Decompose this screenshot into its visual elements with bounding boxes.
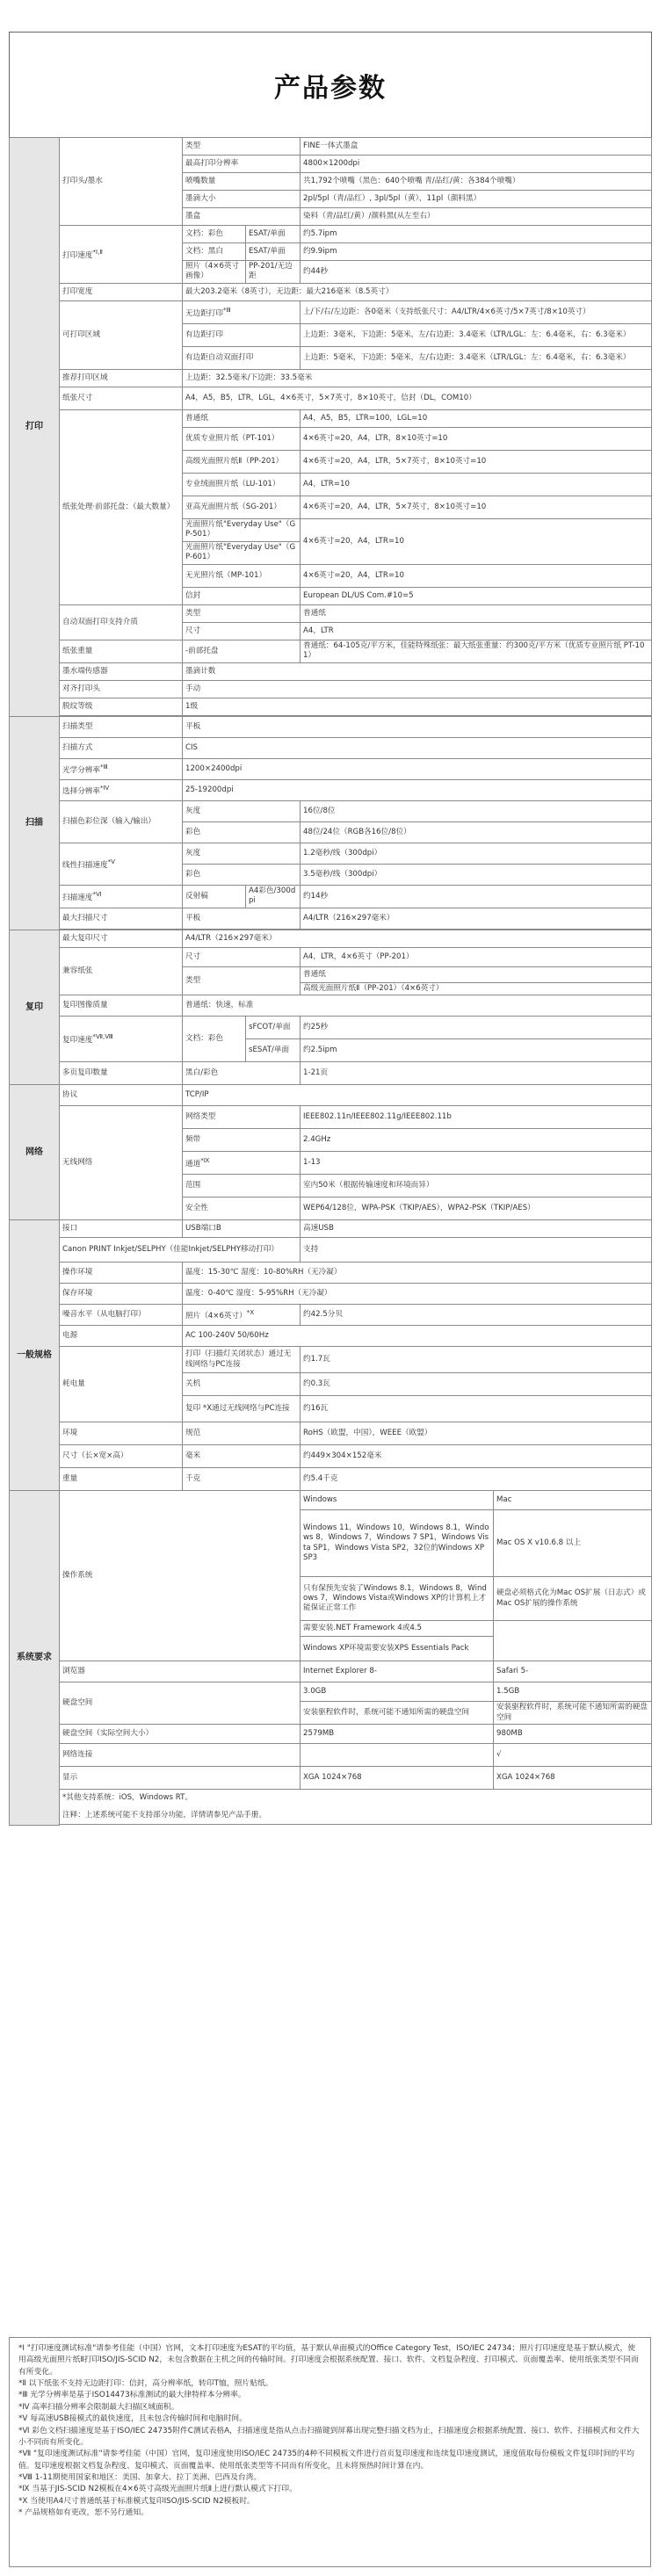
spec-value: 4×6英寸=20，A4，LTR，5×7英寸，8×10英寸=10	[301, 450, 652, 473]
spec-label: 扫描类型	[60, 716, 183, 737]
spec-sublabel: 尺寸	[183, 622, 301, 640]
spec-note: *其他支持系统：iOS，Windows RT。	[60, 1790, 652, 1807]
spec-sublabel: 频带	[183, 1129, 301, 1152]
spec-value: IEEE802.11n/IEEE802.11g/IEEE802.11b	[301, 1106, 652, 1129]
spec-sublabel: 规范	[183, 1422, 301, 1445]
spec-sublabel: 彩色	[183, 864, 301, 885]
spec-label: 复印图像质量	[60, 995, 183, 1017]
spec-label: 扫描速度$^{*Ⅵ}$	[60, 885, 183, 908]
spec-label: 网络连接	[60, 1744, 301, 1767]
spec-value: 1级	[183, 698, 652, 715]
spec-value: A4/LTR（216×297毫米）	[301, 908, 652, 929]
spec-label: 尺寸（长×宽×高）	[60, 1445, 183, 1468]
spec-sublabel: 通道$^{*Ⅸ}$	[183, 1152, 301, 1175]
spec-value: TCP/IP	[183, 1085, 652, 1106]
spec-value: Windows XP环境需要安装XPS Essentials Pack	[301, 1637, 494, 1661]
spec-value: XGA 1024×768	[494, 1767, 652, 1790]
spec-value: 约5.7ipm	[301, 226, 652, 243]
spec-value: 高速USB	[301, 1220, 652, 1238]
spec-value: 2.4GHz	[301, 1129, 652, 1152]
spec-value: A4/LTR（216×297毫米）	[183, 930, 652, 947]
spec-value: 约2.5ipm	[301, 1039, 652, 1062]
spec-sublabel: 安全性	[183, 1198, 301, 1220]
spec-sublabel: 千克	[183, 1468, 301, 1491]
spec-label: 复印速度$^{*Ⅶ,Ⅷ}$	[60, 1017, 183, 1062]
spec-label: 硬盘空间	[60, 1682, 301, 1725]
spec-value: 3.5毫秒/线（300dpi）	[301, 864, 652, 885]
spec-sublabel: 彩色	[183, 821, 301, 843]
spec-sublabel: 高级光面照片纸Ⅱ（PP-201）	[183, 450, 301, 473]
spec-sublabel: -前部托盘	[183, 640, 301, 662]
spec-sublabel: 类型	[183, 138, 301, 156]
spec-label: 环境	[60, 1422, 183, 1445]
footnote: * 产品规格如有更改，恕不另行通知。	[18, 2508, 148, 2518]
footnote: *Ⅷ 1-11期使用国家和地区：美国、加拿大、拉丁美洲、巴西及台湾。	[18, 2472, 262, 2482]
spec-value: A4，LTR，4×6英寸（PP-201）	[301, 947, 652, 966]
spec-value: 温度：0-40℃ 湿度：5-95%RH（无冷凝）	[183, 1284, 652, 1305]
category-network: 网络	[10, 1085, 60, 1220]
spec-sublabel: sFCOT/单面	[246, 1017, 301, 1039]
spec-sublabel: 墨盒	[183, 208, 301, 226]
spec-value: 1.5GB	[494, 1682, 652, 1702]
spec-sublabel: 灰度	[183, 800, 301, 821]
spec-value: 1.2毫秒/线（300dpi）	[301, 843, 652, 864]
title-box	[9, 32, 652, 138]
category-print: 打印	[10, 138, 60, 717]
spec-value	[494, 1621, 652, 1661]
top-bar	[0, 0, 659, 32]
col-header-mac: Mac	[494, 1491, 652, 1510]
spec-sublabel: 光面照片纸"Everyday Use"（GP-601）	[183, 541, 301, 564]
spec-label: 光学分辨率$^{*Ⅲ}$	[60, 758, 183, 779]
spec-sublabel: 照片（4×6英寸画像）	[183, 261, 246, 284]
spec-value: 1-13	[301, 1152, 652, 1175]
spec-sublabel: 类型	[183, 966, 301, 995]
spec-sublabel: 普通纸	[183, 409, 301, 427]
spec-value: 硬盘必须格式化为Mac OS扩展（日志式）或Mac OS扩展的操作系统	[494, 1577, 652, 1621]
spec-value: 48位/24位（RGB各16位/8位）	[301, 821, 652, 843]
spec-value: 普通纸：快速，标准	[183, 995, 652, 1017]
spec-value: 1200×2400dpi	[183, 758, 652, 779]
spec-table	[9, 137, 652, 1826]
spec-value: 手动	[183, 680, 652, 698]
spec-label: 打印头/墨水	[60, 138, 183, 226]
spec-value: 4×6英寸=20，A4，LTR=10	[301, 518, 652, 564]
spec-sublabel: 光面照片纸"Everyday Use"（GP-501）	[183, 518, 301, 541]
spec-value: A4，A5，B5，LTR=100，LGL=10	[301, 409, 652, 427]
spec-value: 约449×304×152毫米	[301, 1445, 652, 1468]
spec-value: A4，LTR	[301, 622, 652, 640]
spec-label: 多页复印数量	[60, 1062, 183, 1085]
spec-label: 墨水端传感器	[60, 662, 183, 680]
spec-value: 普通纸	[301, 966, 652, 982]
spec-label: 操作环境	[60, 1263, 183, 1284]
spec-value: A4，LTR=10	[301, 473, 652, 496]
spec-label: 协议	[60, 1085, 183, 1106]
spec-sublabel: 范围	[183, 1175, 301, 1198]
spec-sublabel: 墨滴大小	[183, 191, 301, 208]
spec-value: 墨滴计数	[183, 662, 652, 680]
spec-label: 硬盘空间（实际空间大小）	[60, 1725, 301, 1744]
spec-sublabel: ESAT/单面	[246, 243, 301, 261]
spec-value	[301, 1744, 494, 1767]
spec-sublabel: 文档：彩色	[183, 1017, 246, 1062]
spec-label: 对齐打印头	[60, 680, 183, 698]
spec-value: 约44秒	[301, 261, 652, 284]
spec-value: 上边距：5毫米，下边距：5毫米，左/右边距：3.4毫米（LTR/LGL：左：6.4毫米，右：6.3毫米）	[301, 346, 652, 369]
spec-sublabel: 打印（扫描灯关闭状态）通过无线网络与PC连接	[183, 1347, 301, 1373]
spec-label: 选择分辨率$^{*Ⅳ}$	[60, 779, 183, 800]
spec-value: 25-19200dpi	[183, 779, 652, 800]
spec-value: 约14秒	[301, 885, 652, 908]
spec-sublabel: 信封	[183, 587, 301, 604]
spec-label: 可打印区域	[60, 300, 183, 369]
spec-value: 4×6英寸=20，A4，LTR，5×7英寸，8×10英寸=10	[301, 496, 652, 518]
spec-value: Internet Explorer 8-	[301, 1661, 494, 1682]
spec-value: 平板	[183, 716, 652, 737]
footnote: *Ⅵ 彩色文档扫描速度是基于ISO/IEC 24735附件C测试表格A，扫描速度是指从点击扫描键到屏幕出现完整扫描文档为止，扫描速度会根据系统配置、接口、软件、扫描模式和文件大小不同而有所变化。	[18, 2426, 640, 2447]
spec-label: 纸张重量	[60, 640, 183, 662]
spec-value: AC 100-240V 50/60Hz	[183, 1326, 652, 1347]
spec-value: 支持	[301, 1238, 652, 1263]
spec-value: XGA 1024×768	[301, 1767, 494, 1790]
footnote: *Ⅸ 当基于JIS-SCID N2模板在4×6英寸高级光面照片纸Ⅱ上进行默认模式下打印。	[18, 2485, 297, 2494]
spec-value: Safari 5-	[494, 1661, 652, 1682]
spec-value: CIS	[183, 737, 652, 758]
spec-label: 浏览器	[60, 1661, 301, 1682]
spec-value: 上边距：32.5毫米/下边距：33.5毫米	[183, 369, 652, 387]
category-general: 一般规格	[10, 1220, 60, 1491]
page-title: 产品参数	[274, 73, 387, 104]
spec-sublabel: 优质专业照片纸（PT-101）	[183, 427, 301, 450]
spec-value: 共1,792个喷嘴（黑色：640个喷嘴 青/品红/黄：各384个喷嘴）	[301, 173, 652, 191]
spec-note: 注释：上述系统可能不支持部分功能，详情请参见产品手册。	[60, 1807, 652, 1825]
category-scan: 扫描	[10, 716, 60, 930]
spec-sublabel: ESAT/单面	[246, 226, 301, 243]
spec-label: 推荐打印区域	[60, 369, 183, 387]
spec-sublabel: 毫米	[183, 1445, 301, 1468]
spec-sublabel: 平板	[183, 908, 301, 929]
spec-value: 普通纸	[301, 604, 652, 622]
spec-label: 接口	[60, 1220, 183, 1238]
footnote: *Ⅶ "复印速度测试标准"请参考佳能（中国）官网，复印速度使用ISO/IEC 24735的4种不同模板文件进行首页复印速度和连续复印速度测试，速度值取每份模板文件复印时间的平均值。复印速度根据文档复杂程度、复印模式、页面覆盖率、使用纸张类型等不同而有所变化，且未将预热时间计算在内。	[18, 2449, 634, 2471]
spec-sublabel: 文档：彩色	[183, 226, 246, 243]
spec-value: FINE一体式墨盒	[301, 138, 652, 156]
spec-label: 最大复印尺寸	[60, 930, 183, 947]
spec-label: 重量	[60, 1468, 183, 1491]
spec-label: 保存环境	[60, 1284, 183, 1305]
spec-label: 显示	[60, 1767, 301, 1790]
spec-value: 上/下/右/左边距：各0毫米（支持纸张尺寸：A4/LTR/4×6英寸/5×7英寸/8×10英寸）	[301, 300, 652, 323]
spec-label: 无线网络	[60, 1106, 183, 1220]
spec-value: A4，A5，B5，LTR，LGL，4×6英寸，5×7英寸，8×10英寸，信封（DL，COM10）	[183, 387, 652, 409]
spec-sublabel: 有边距自动双面打印	[183, 346, 301, 369]
spec-value: RoHS（欧盟，中国），WEEE（欧盟）	[301, 1422, 652, 1445]
spec-value: 温度：15-30℃ 湿度：10-80%RH（无冷凝）	[183, 1263, 652, 1284]
spec-value: 3.0GB	[301, 1682, 494, 1702]
spec-value: 室内50米（根据传输速度和环境而异）	[301, 1175, 652, 1198]
spec-value: Windows 11，Windows 10，Windows 8.1，Windows 8，Windows 7，Windows 7 SP1，Windows Vista SP1，Windows Vista SP2，32位的Windows XP SP3	[301, 1510, 494, 1577]
spec-sublabel: 反射稿	[183, 885, 246, 908]
spec-sublabel: 最高打印分辨率	[183, 156, 301, 173]
spec-sublabel: 无光照片纸（MP-101）	[183, 564, 301, 587]
spec-value: 约1.7瓦	[301, 1347, 652, 1373]
spec-value: 980MB	[494, 1725, 652, 1744]
spec-value: European DL/US Com.#10=5	[301, 587, 652, 604]
spec-label: 脱纹等级	[60, 698, 183, 715]
category-system: 系统要求	[10, 1491, 60, 1826]
spec-value: WEP64/128位，WPA-PSK（TKIP/AES），WPA2-PSK（TKIP/AES）	[301, 1198, 652, 1220]
spec-sublabel: A4彩色/300dpi	[246, 885, 301, 908]
footnote: *Ⅰ "打印速度测试标准"请参考佳能（中国）官网，文本打印速度为ESAT的平均值，基于默认单面模式的Office Category Test，ISO/IEC 24734；照片打印速度是基于默认模式，使用高级光面照片纸Ⅱ打印ISO/JIS-SCID N2，未包含数据在主机之间的传输时间。打印速度会根据系统配置、接口、软件、文档复杂程度、打印模式、页面覆盖率、使用纸张类型不同而有所变化。	[18, 2344, 639, 2377]
footnote: *Ⅱ 以下纸张不支持无边距打印：信封，高分辨率纸，转印T恤，照片贴纸。	[18, 2379, 273, 2389]
spec-sublabel: 黑白/彩色	[183, 1062, 301, 1085]
spec-sublabel: 照片（4×6英寸）$^{*Ⅹ}$	[183, 1305, 301, 1326]
spec-value: 约9.9ipm	[301, 243, 652, 261]
spec-label: 扫描方式	[60, 737, 183, 758]
spec-sublabel: 喷嘴数量	[183, 173, 301, 191]
spec-value: 约5.4千克	[301, 1468, 652, 1491]
spec-value: 高级光面照片纸Ⅱ（PP-201）（4×6英寸）	[301, 982, 652, 995]
spec-sublabel: 类型	[183, 604, 301, 622]
spec-value: 安装驱程软件时，系统可能不通知所需的硬盘空间	[494, 1702, 652, 1725]
spec-value: 上边距：3毫米，下边距：5毫米，左/右边距：3.4毫米（LTR/LGL：左：6.4毫米，右：6.3毫米）	[301, 323, 652, 346]
footnote: *Ⅲ 光学分辨率是基于ISO14473标准测试的最大律特样本分辨率。	[18, 2391, 246, 2400]
spec-value: 染料（青/品红/黄）/颜料黑(从左至右）	[301, 208, 652, 226]
spec-sublabel: 文档：黑白	[183, 243, 246, 261]
spec-value: 16位/8位	[301, 800, 652, 821]
spec-value: 约42.5分贝	[301, 1305, 652, 1326]
spec-value: 4800×1200dpi	[301, 156, 652, 173]
spec-sublabel: 有边距打印	[183, 323, 301, 346]
spec-value: √	[494, 1744, 652, 1767]
spec-sublabel: PP-201/无边距	[246, 261, 301, 284]
spec-label: 纸张尺寸	[60, 387, 183, 409]
spec-value: Mac OS X v10.6.8 以上	[494, 1510, 652, 1577]
spec-label: 操作系统	[60, 1491, 301, 1661]
spec-label: 电源	[60, 1326, 183, 1347]
spec-label: 纸张处理·前部托盘：（最大数量）	[60, 409, 183, 604]
spec-sublabel: 专业绒面照片纸（LU-101）	[183, 473, 301, 496]
footnote: *Ⅹ 当使用A4尺寸普通纸基于标准模式复印ISO/JIS-SCID N2模板时。	[18, 2496, 255, 2506]
spec-value: 需要安装.NET Framework 4或4.5	[301, 1621, 494, 1637]
spec-label: 耗电量	[60, 1347, 183, 1422]
spec-sublabel: 灰度	[183, 843, 301, 864]
spec-label: 兼容纸张	[60, 947, 183, 995]
spec-label: 扫描色彩位深（输入/输出）	[60, 800, 183, 843]
spec-sublabel: 尺寸	[183, 947, 301, 966]
spec-sublabel: USB端口B	[183, 1220, 301, 1238]
spec-value: 普通纸：64-105克/平方米，佳能特殊纸张：最大纸张重量：约300克/平方米（优质专业照片纸 PT-101）	[301, 640, 652, 662]
spec-sublabel: sESAT/单面	[246, 1039, 301, 1062]
spec-label: 打印速度$^{*Ⅰ,Ⅱ}$	[60, 226, 183, 284]
spec-value: 最大203.2毫米（8英寸），无边距：最大216毫米（8.5英寸）	[183, 283, 652, 300]
spec-sublabel: 网络类型	[183, 1106, 301, 1129]
spec-sublabel: 关机	[183, 1373, 301, 1396]
spec-sublabel: 亚高光面照片纸（SG-201）	[183, 496, 301, 518]
spec-value: 约25秒	[301, 1017, 652, 1039]
spec-value: 约0.3瓦	[301, 1373, 652, 1396]
spec-sublabel: 无边距打印$^{*Ⅲ}$	[183, 300, 301, 323]
spec-value: 约16瓦	[301, 1396, 652, 1422]
col-header-windows: Windows	[301, 1491, 494, 1510]
spec-value: 1-21页	[301, 1062, 652, 1085]
spec-sublabel: 复印 *Ⅹ通过无线网络与PC连接	[183, 1396, 301, 1422]
spec-value: 安装驱程软件时，系统可能不通知所需的硬盘空间	[301, 1702, 494, 1725]
spec-label: 自动双面打印支持介质	[60, 604, 183, 640]
spec-value: 2579MB	[301, 1725, 494, 1744]
footnotes	[9, 2337, 651, 2567]
spec-value: 4×6英寸=20，A4，LTR=10	[301, 564, 652, 587]
spec-value: 只有保预先安装了Windows 8.1，Windows 8，Windows 7，Windows Vista或Windows XP的计算机上才能保证正常工作	[301, 1577, 494, 1621]
spec-label: 线性扫描速度$^{*Ⅴ}$	[60, 843, 183, 885]
spec-label: 打印宽度	[60, 283, 183, 300]
spec-value: 4×6英寸=20，A4，LTR，8×10英寸=10	[301, 427, 652, 450]
category-copy: 复印	[10, 930, 60, 1084]
footnote: *Ⅳ 高率扫描分辨率会限制最大扫描区域面积。	[18, 2402, 179, 2412]
spec-label: 噪音水平（从电脑打印）	[60, 1305, 183, 1326]
footnote: *Ⅴ 每高速USB接模式的最快速度，且未包含传输时间和电脑时间。	[18, 2414, 247, 2424]
spec-label: Canon PRINT Inkjet/SELPHY（佳能Inkjet/SELPHY移动打印）	[60, 1238, 301, 1263]
spec-label: 最大扫描尺寸	[60, 908, 183, 929]
spec-value: 2pl/5pl（青/品红）, 3pl/5pl（黄），11pl（颜料黑）	[301, 191, 652, 208]
